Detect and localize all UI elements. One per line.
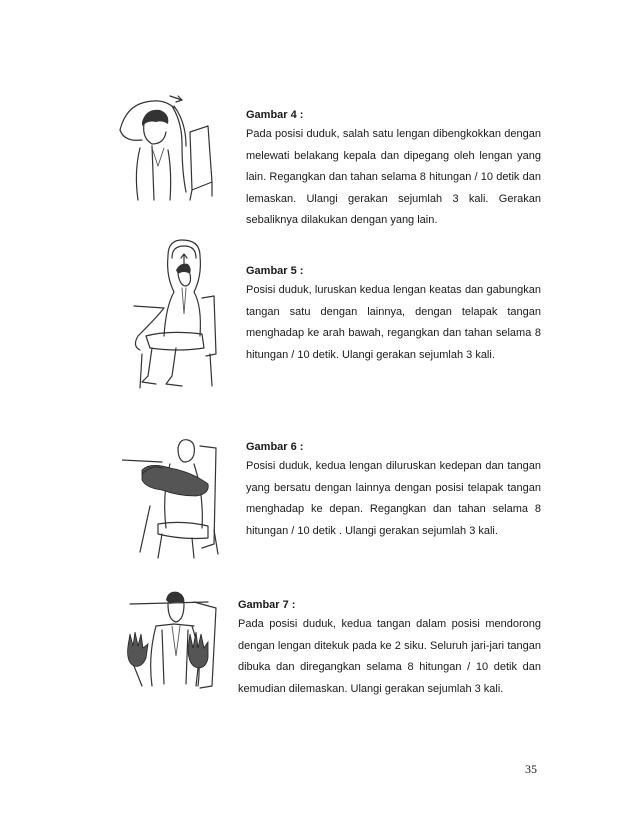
figure-5-caption [246, 262, 541, 366]
figure-5-text: Posisi duduk, luruskan kedua lengan keatas dan gabungkan tangan satu dengan lainnya, dengan telapak tangan menghadap ke arah bawah, regangkan dan tahan selama 8 hitungan / 10 detik. Ulangi gerakan sejumlah 3 kali. [246, 284, 541, 361]
figure-7-text: Pada posisi duduk, kedua tangan dalam posisi mendorong dengan lengan ditekuk pada ke 2 siku. Seluruh jari-jari tangan dibuka dan diregangkan selama 8 hitungan / 10 detik dan kemudian dilemaskan. Ulangi gerakan sejumlah 3 kali. [238, 618, 541, 695]
figure-7-title: Gambar 7 : [238, 599, 296, 611]
figure-6-caption [246, 438, 541, 542]
figure-4-illustration [112, 92, 222, 202]
figure-6-illustration [122, 434, 222, 560]
figure-7-illustration [118, 586, 222, 692]
figure-6-title: Gambar 6 : [246, 441, 304, 453]
figure-6-text: Posisi duduk, kedua lengan diluruskan kedepan dan tangan yang bersatu dengan lainnya dengan posisi telapak tangan menghadap ke depan. Regangkan dan tahan selama 8 hitungan / 10 detik . Ulangi gerakan sejumlah 3 kali. [246, 460, 541, 537]
figure-4-title: Gambar 4 : [246, 109, 304, 121]
figure-7-caption [238, 596, 541, 700]
page-number: 35 [525, 762, 537, 776]
figure-5-title: Gambar 5 : [246, 265, 304, 277]
figure-5-illustration [128, 236, 228, 396]
figure-4-text: Pada posisi duduk, salah satu lengan dibengkokkan dengan melewati belakang kepala dan dipegang oleh lengan yang lain. Regangkan dan tahan selama 8 hitungan / 10 detik dan lemaskan. Ulangi gerakan sejumlah 3 kali. Gerakan sebaliknya dilakukan dengan yang lain. [246, 128, 541, 226]
figure-4-caption [246, 106, 541, 232]
